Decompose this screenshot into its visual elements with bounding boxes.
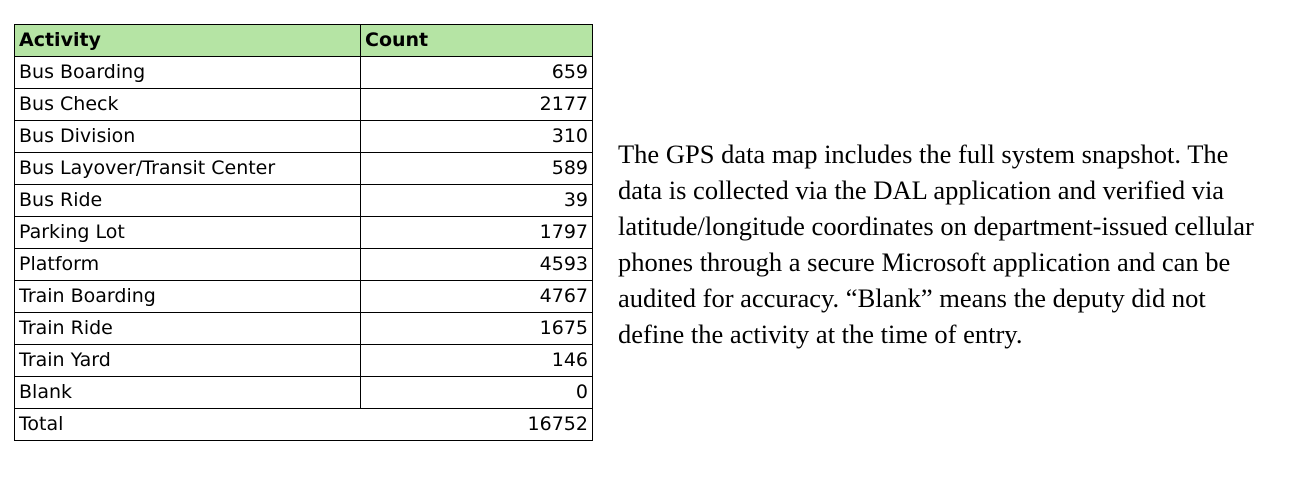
description-paragraph: The GPS data map includes the full system snapshot. The data is collected via the DAL application and verified via latitude/longitude coordinates on department-issued cellular phones through a secure Microsoft application and can be audited for accuracy. “Blank” means the deputy did not define the activity at the time of entry. bbox=[618, 139, 1254, 349]
total-count: 16752 bbox=[361, 409, 593, 441]
activity-cell: Bus Ride bbox=[15, 185, 361, 217]
activity-cell: Train Yard bbox=[15, 345, 361, 377]
table-row bbox=[15, 89, 593, 121]
table-row bbox=[15, 217, 593, 249]
table-row bbox=[15, 249, 593, 281]
count-cell: 1797 bbox=[361, 217, 593, 249]
table-row bbox=[15, 57, 593, 89]
activity-cell: Bus Boarding bbox=[15, 57, 361, 89]
activity-count-table bbox=[14, 24, 593, 441]
count-cell: 4767 bbox=[361, 281, 593, 313]
activity-column-header: Activity bbox=[15, 25, 361, 57]
table-row bbox=[15, 345, 593, 377]
table-row bbox=[15, 377, 593, 409]
table-header-row bbox=[15, 25, 593, 57]
count-cell: 4593 bbox=[361, 249, 593, 281]
count-cell: 146 bbox=[361, 345, 593, 377]
activity-cell: Train Boarding bbox=[15, 281, 361, 313]
table-row bbox=[15, 185, 593, 217]
count-cell: 310 bbox=[361, 121, 593, 153]
table-row bbox=[15, 121, 593, 153]
activity-cell: Platform bbox=[15, 249, 361, 281]
activity-cell: Parking Lot bbox=[15, 217, 361, 249]
count-cell: 589 bbox=[361, 153, 593, 185]
description-block bbox=[618, 136, 1278, 352]
activity-cell: Train Ride bbox=[15, 313, 361, 345]
total-row bbox=[15, 409, 593, 441]
count-column-header: Count bbox=[361, 25, 593, 57]
count-cell: 0 bbox=[361, 377, 593, 409]
activity-cell: Bus Check bbox=[15, 89, 361, 121]
activity-cell: Bus Layover/Transit Center bbox=[15, 153, 361, 185]
table-row bbox=[15, 153, 593, 185]
activity-cell: Bus Division bbox=[15, 121, 361, 153]
count-cell: 2177 bbox=[361, 89, 593, 121]
count-cell: 1675 bbox=[361, 313, 593, 345]
table-row bbox=[15, 281, 593, 313]
table-row bbox=[15, 313, 593, 345]
total-label: Total bbox=[15, 409, 361, 441]
count-cell: 39 bbox=[361, 185, 593, 217]
activity-cell: Blank bbox=[15, 377, 361, 409]
count-cell: 659 bbox=[361, 57, 593, 89]
